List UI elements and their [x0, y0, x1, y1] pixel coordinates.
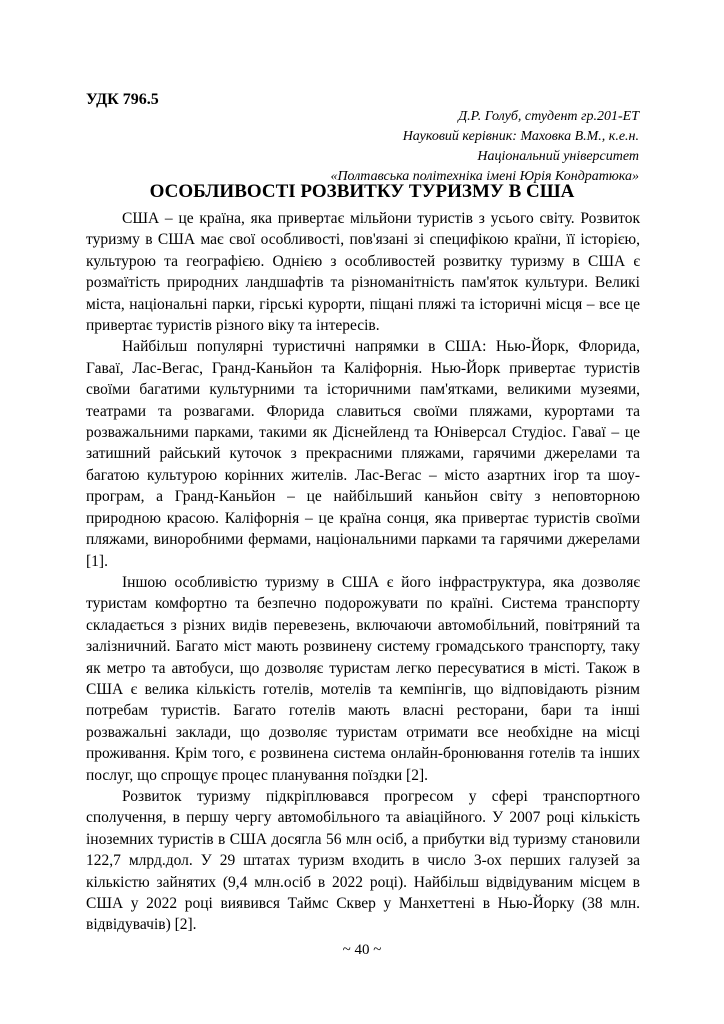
paragraph-1: США – це країна, яка привертає мільйони туристів з усього світу. Розвиток туризму в США має свої особливості, пов'язані зі специфікою країни, її історією, культурою та географією. Однією з особливостей розвитку туризму в США є розмаїтість природних ландшафтів та різноманітність пам'яток культури. Великі міста, національні парки, гірські курорти, піщані пляжі та історичні місця – все це привертає туристів різного віку та інтересів. [86, 210, 640, 335]
university: Національний університет [477, 149, 639, 164]
paper-title: ОСОБЛИВОСТІ РОЗВИТКУ ТУРИЗМУ В США [149, 181, 575, 202]
udk-code: УДК 796.5 [86, 91, 159, 108]
page-number: ~ 40 ~ [342, 942, 382, 958]
paragraph-2: Найбільш популярні туристичні напрямки в США: Нью-Йорк, Флорида, Гаваї, Лас-Вегас, Гранд-Каньйон та Каліфорнія. Нью-Йорк привертає туристів своїми багатими культурними та історичними пам'ятками, великими музеями, театрами та розвагами. Флорида славиться своїми пляжами, курортами та розважальними парками, такими як Діснейленд та Юніверсал Студіос. Гаваї – це затишний райський куточок з прекрасними пляжами, гарячими джерелами та багатою культурою корінних жителів. Лас-Вегас – місто азартних ігор та шоу-програм, а Гранд-Каньйон – це найбільший каньйон світу з неповторною природною красою. Каліфорнія – це країна сонця, яка привертає туристів своїми пляжами, виноробними фермами, національними парками та гарячими джерелами [1]. [86, 338, 640, 570]
author-name: Д.Р. Голуб, студент гр.201-ЕТ [458, 109, 639, 124]
paragraph-3: Іншою особливістю туризму в США є його інфраструктура, яка дозволяє туристам комфортно та безпечно подорожувати по країні. Система транспорту складається з різних видів перевезень, включаючи автомобільний, повітряний та залізничний. Багато міст мають розвинену систему громадського транспорту, таку як метро та автобуси, що дозволяє туристам легко пересуватися в місті. Також в США є велика кількість готелів, мотелів та кемпінгів, що відповідають різним потребам туристів. Багато готелів мають власні ресторани, бари та інші розважальні заклади, що дозволяє туристам отримати все необхідне на місці проживання. Крім того, є розвинена система онлайн-бронювання готелів та інших послуг, що спрощує процес планування поїздки [2]. [86, 573, 640, 784]
body-text [86, 208, 640, 936]
university-full-name: «Полтавська політехніка імені Юрія Кондратюка» [330, 169, 639, 184]
paragraph-4: Розвиток туризму підкріплювався прогресом у сфері транспортного сполучення, в першу чергу автомобільного та авіаційного. У 2007 році кількість іноземних туристів в США досягла 56 млн осіб, а прибутки від туризму становили 122,7 млрд.дол. У 29 штатах туризм входить в число 3-ох перших галузей за кількістю зайнятих (9,4 млн.осіб в 2022 році). Найбільш відвідуваним місцем в США у 2022 році виявився Таймс Сквер у Манхеттені в Нью-Йорку (38 млн. відвідувачів) [2]. [86, 787, 640, 934]
supervisor: Науковий керівник: Маховка В.М., к.е.н. [402, 129, 639, 144]
author-block [179, 107, 639, 187]
